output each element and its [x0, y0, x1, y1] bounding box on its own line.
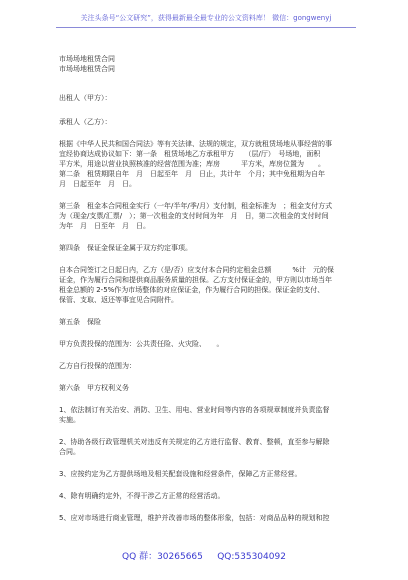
article4-heading: 第四条 保证金保证金属于双方约定事项。 — [59, 244, 192, 252]
duty-item-5: 5、应对市场进行商业管理，维护并改善市场的整体形象，包括：对商品品种的规划和控 — [59, 514, 330, 522]
duty-item-4: 4、除有明确约定外，不得干涉乙方正常的经营活动。 — [59, 492, 225, 500]
deposit-line: 证金，作为履行合同和提供商品服务质量的担保。乙方支付保证金的，甲方则以市场当年 — [59, 276, 332, 284]
document-subtitle: 市场场地租赁合同 — [59, 65, 115, 73]
duty-item-1: 1、依法制订有关治安、消防、卫生、用电、营业时间等内容的各项规章制度并负责监督 — [59, 406, 330, 414]
insurance-lessor: 甲方负责投保的范围为：公共责任险、火灾险、 。 — [59, 340, 224, 348]
duty-item-2: 2、协助各级行政管理机关对违反有关规定的乙方进行监督、教育、整顿，直至参与解除 — [59, 438, 330, 446]
header-banner: 关注头条号“公文研究”，获得最新最全最专业的公文资料库！ 微信：gongwenyj — [80, 14, 332, 22]
lessee-line: 承租人（乙方）： — [59, 118, 112, 126]
article5-heading: 第五条 保险 — [59, 318, 101, 326]
duty-item-2-cont: 合同。 — [59, 448, 80, 456]
intro-line: 第二条 租赁期限自年 月 日起至年 月 日止，共计年 个月；其中免租期为自年 — [59, 170, 325, 178]
deposit-line: 租金总额的 2-5%作为市场整体的对应保证金，作为履行合同的担保。保证金的支付、 — [59, 286, 325, 294]
insurance-lessee: 乙方自行投保的范围为： — [59, 362, 136, 370]
header-divider — [56, 27, 356, 28]
article6-heading: 第六条 甲方权利义务 — [59, 384, 129, 392]
article3-line: 第三条 租金本合同租金实行（一年/半年/季/月）支付制，租金标准为 ；租金支付方式 — [59, 202, 333, 210]
article3-line: 为（现金/支票/汇票/ ）；第一次租金的支付时间为年 月 日，第二次租金的支付时间 — [59, 212, 329, 220]
duty-item-1-cont: 实施。 — [59, 416, 80, 424]
contract-document — [59, 54, 351, 523]
article3-line: 为年 月 日至年 月 日。 — [59, 222, 150, 230]
footer-contact — [0, 551, 408, 563]
lessor-line: 出租人（甲方）： — [59, 94, 112, 102]
intro-line: 根据《中华人民共和国合同法》等有关法律、法规的规定，双方就租赁场地从事经营的事 — [59, 140, 332, 148]
intro-line: 平方米，用途以营业执照核准的经营范围为准；库房 平方米，库房位置为 。 — [59, 160, 325, 168]
qq-number: QQ:535304092 — [217, 552, 286, 562]
intro-line: 月 日起至年 月 日。 — [59, 180, 136, 188]
qq-group: QQ 群：30265665 — [122, 552, 203, 562]
document-title: 市场场地租赁合同 — [59, 55, 115, 63]
deposit-line: 自本合同签订之日起日内，乙方（是/否）应支付本合同约定租金总额 %计 元的保 — [59, 266, 335, 274]
intro-line: 宜经协商达成协议如下：第一条 租赁场地乙方承租甲方 （层/厅） 号场地，面积 — [59, 150, 321, 158]
duty-item-3: 3、应按约定为乙方提供场地及相关配套设施和经营条件，保障乙方正常经营。 — [59, 470, 302, 478]
deposit-line: 保管、支取、返还等事宜见合同附件。 — [59, 296, 178, 304]
